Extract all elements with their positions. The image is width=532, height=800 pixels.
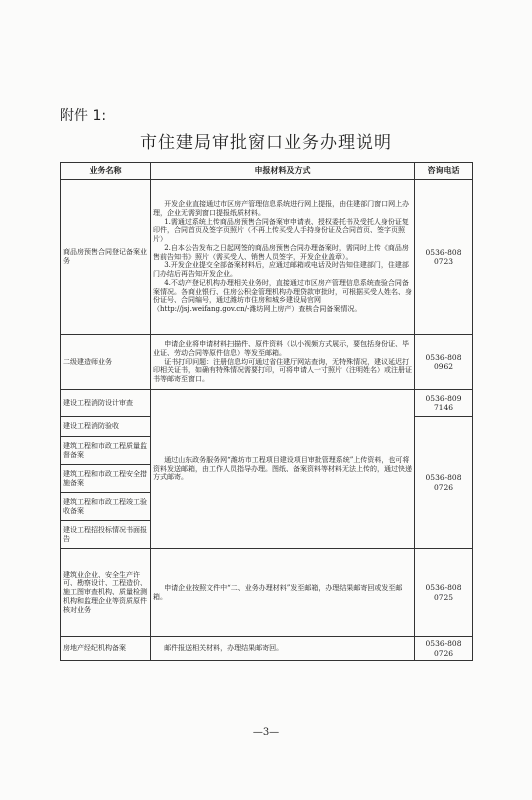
- material-paragraph: 开发企业直接通过市区房产管理信息系统进行网上提报，由住建部门窗口网上办理，企业无需到窗口提报纸质材料。: [153, 200, 410, 217]
- table-header-row: [61, 163, 473, 180]
- row-phone: 0536-808 0725: [415, 549, 473, 637]
- page-number: —3—: [252, 727, 280, 738]
- header-name: 业务名称: [61, 163, 151, 180]
- material-paragraph: 2.自本公告发布之日起网签的商品房预售合同办理备案时，需同时上传《商品房售前告知书》照片（需买受人、销售人员签字，开发企业盖章）。: [153, 243, 409, 261]
- row-name: 二级建造师业务: [61, 335, 151, 390]
- row-name: 建筑工程和市政工程竣工验收备案: [61, 493, 151, 521]
- row-name: 建筑工程和市政工程安全措施备案: [61, 465, 151, 493]
- material-paragraph: 邮件报送相关材料，办理结果邮寄回。: [164, 644, 284, 653]
- material-paragraph: 证书打印问题：注册信息均可通过省住建厅网站查询，无特殊情况，建议延迟打印相关证书，如确有特殊情况需要打印，可将申请人一寸照片（注明姓名）或注册证书等邮寄至窗口。: [153, 357, 412, 384]
- material-paragraph: 申请企业将申请材料扫描件、原件资料（以小视频方式展示，要包括身份证、毕业证、劳动合同等原件信息）等发至邮箱。: [153, 340, 410, 357]
- material-paragraph: 3.开发企业提交全部备案材料后，应通过邮箱或电话及时告知住建部门，住建部门办结后再告知开发企业。: [153, 261, 409, 279]
- row-name: 建筑工程和市政工程质量监督备案: [61, 437, 151, 465]
- row-phone: 0536-808 0723: [415, 180, 473, 335]
- row-name: 建设工程消防验收: [61, 417, 151, 437]
- table-row: [61, 180, 473, 335]
- row-name: 建设工程招投标情况书面报告: [61, 521, 151, 549]
- business-table: [60, 162, 473, 661]
- table-row: [61, 335, 473, 390]
- header-materials: 申报材料及方式: [151, 163, 415, 180]
- row-materials: [151, 335, 415, 390]
- shared-materials: [151, 390, 415, 549]
- row-name: 房地产经纪机构备案: [61, 637, 151, 661]
- material-paragraph: 申请企业按照文件中“二、业务办理材料”发至邮箱，办理结果邮寄回或发至邮箱。: [153, 583, 403, 601]
- table-row: [61, 549, 473, 637]
- row-materials: [151, 637, 415, 661]
- table-row: [61, 637, 473, 661]
- table-row: [61, 390, 473, 417]
- row-name: 建设工程消防设计审查: [61, 390, 151, 417]
- header-phone: 咨询电话: [415, 163, 473, 180]
- row-phone: 0536-808 0726: [415, 637, 473, 661]
- document-title: 市住建局审批窗口业务办理说明: [140, 133, 392, 153]
- row-name: 建筑业企业、安全生产许可、勘察设计、工程造价、施工图审查机构、质量检测机构和监理企业等资质原件核对业务: [61, 549, 151, 637]
- material-paragraph: 通过山东政务服务网“潍坊市工程项目建设项目审批管理系统”上传资料，也可将资料发送邮箱，由工作人员指导办理。图纸、备案资料等材料无法上传的，通过快递方式邮寄。: [153, 455, 412, 482]
- row-phone: 0536-808 0962: [415, 335, 473, 390]
- row-materials: [151, 549, 415, 637]
- row-phone: 0536-809 7146: [415, 390, 473, 417]
- row-name: 商品房预售合同登记备案业务: [61, 180, 151, 335]
- row-materials: [151, 180, 415, 335]
- attachment-label: 附件 1:: [60, 108, 107, 124]
- material-paragraph: 4.不动产登记机构办理相关业务时，直接通过市区房产管理信息系统查验合同备案情况。各商业银行、住房公积金管理机构办理贷款审批时，可根据买受人姓名、身份证号、合同编号，通过潍坊市住房和城乡建设局官网（http://jsj.weifang.gov.cn/-潍坊网上房产）查核合同备案情况。: [153, 278, 412, 314]
- shared-phone: 0536-808 0726: [415, 417, 473, 549]
- material-paragraph: 1.需通过系统上传商品房预售合同备案审申请表、授权委托书及受托人身份证复印件，合同首页及签字页照片（不再上传买受人手持身份证及合同首页、签字页照片）: [153, 217, 409, 244]
